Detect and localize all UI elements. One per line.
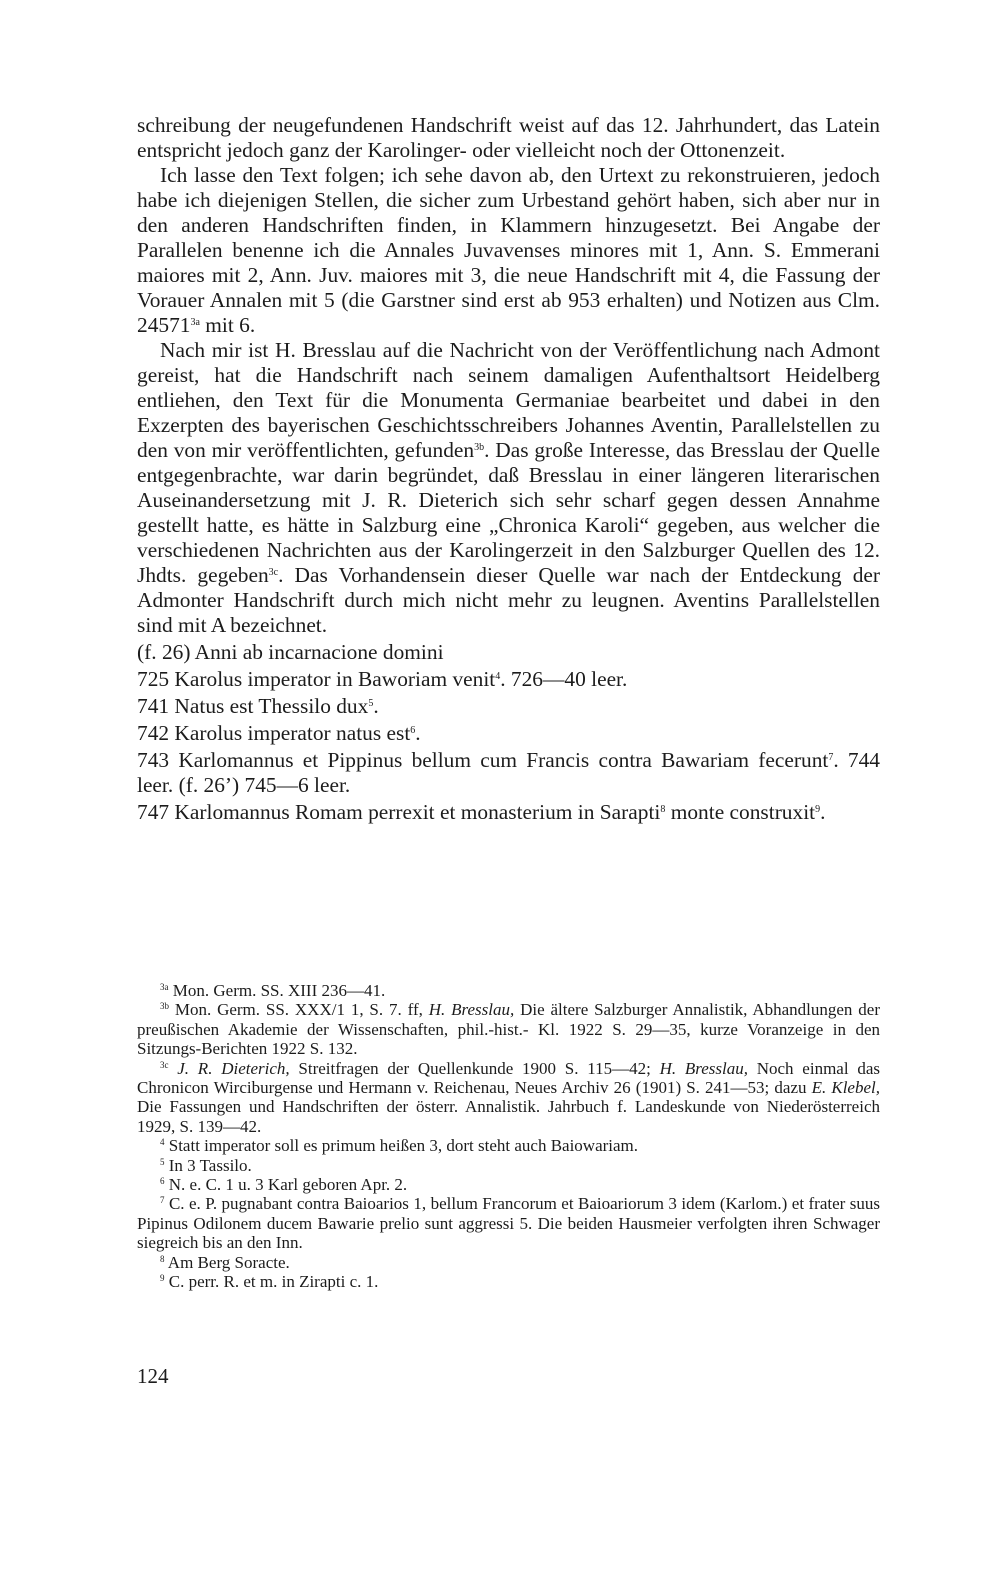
footnote-8 — [137, 1253, 880, 1272]
annal-entry-742 — [137, 721, 880, 746]
footnote-text: Die Fassungen und Handschriften der österr. Annalistik. Jahrbuch f. Landeskunde von Niederösterreich 1929, S. 139—42. — [137, 1097, 880, 1136]
paragraph-3-text-b: . Das große Interesse, das Bresslau der Quelle entgegenbrachte, war darin begründet, daß Bresslau in einer längeren literarischen Auseinandersetzung mit J. R. Dieterich sich sehr scharf gegen dessen Annahme gestellt hatte, es hätte in Salzburg eine „Chronica Karoli“ gegeben, aus welcher die verschiedenen Nachrichten aus der Karolingerzeit in den Salzburger Quellen des 12. Jhdts. gegeben — [137, 438, 880, 587]
footnote-ref-3a: 3a — [190, 317, 200, 328]
footnote-text: Mon. Germ. SS. XXX/1 1, S. 7. ff, — [169, 1000, 429, 1020]
footnote-text: Mon. Germ. SS. XIII 236—41. — [168, 981, 386, 1000]
body-text — [137, 113, 880, 825]
footnote-text: Die ältere Salzburger Annalistik, Abhandlungen der preußischen Akademie der Wissenschaften, phil.-hist.- Kl. 1922 S. 29—35, kurze Voranzeige in den Sitzungs-Berichten 1922 S. 132. — [137, 1000, 880, 1059]
footnote-ref-7: 7 — [828, 752, 834, 763]
footnote-6 — [137, 1175, 880, 1194]
footnote-text: C. perr. R. et m. in Zirapti c. 1. — [164, 1272, 379, 1292]
annal-entry-743 — [137, 748, 880, 798]
annal-entry-text: 725 Karolus imperator in Baworiam venit — [137, 667, 496, 691]
footnote-text: In 3 Tassilo. — [164, 1155, 252, 1175]
paragraph-3-text-a: Nach mir ist H. Bresslau auf die Nachricht von der Veröffentlichung nach Admont gereist, hat die Handschrift nach seinem damaligen Aufenthaltsort Heidelberg entliehen, den Text für die Monumenta Germaniae bearbeitet und dabei in den Exzerpten des bayerischen Geschichtsschreibers Johannes Aventin, Parallelstellen zu den von mir veröffentlichten, gefunden — [137, 338, 880, 462]
annal-entry-text: 747 Karlomannus Romam perrexit et monasterium in Sarapti — [137, 800, 661, 824]
annal-entry-747 — [137, 800, 880, 825]
annal-entry-text: 742 Karolus imperator natus est — [137, 721, 411, 745]
paragraph-2-tail: mit 6. — [199, 313, 256, 337]
annal-entry-text: (f. 26) Anni ab incarnacione domini — [137, 640, 444, 664]
annal-entry-tail: . — [415, 721, 421, 745]
annal-entry-tail: . — [820, 800, 826, 824]
footnote-author: H. Bresslau, — [659, 1058, 748, 1078]
footnote-ref-4: 4 — [495, 671, 501, 682]
footnote-text: N. e. C. 1 u. 3 Karl geboren Apr. 2. — [164, 1175, 408, 1195]
footnote-9 — [137, 1272, 880, 1291]
footnote-5 — [137, 1156, 880, 1175]
annal-entry-tail: . 744 leer. (f. 26’) 745—6 leer. — [137, 748, 881, 797]
annal-entry-tail: . — [373, 694, 379, 718]
footnote-3c — [137, 1059, 880, 1137]
footnote-text: Streitfragen der Quellenkunde 1900 S. 115—42; — [289, 1058, 660, 1078]
footnote-mark: 7 — [160, 1195, 165, 1206]
paragraph-3 — [137, 338, 880, 638]
footnote-ref-9: 9 — [815, 804, 821, 815]
footnote-mark: 5 — [160, 1156, 165, 1167]
footnote-text: Noch einmal das Chronicon Wirciburgense und Hermann v. Reichenau, Neues Archiv 26 (1901) S. 241—53; dazu — [137, 1058, 880, 1098]
footnote-mark: 4 — [160, 1137, 165, 1148]
annal-entry-725 — [137, 667, 880, 692]
footnote-text: Statt imperator soll es primum heißen 3, dort steht auch Baiowariam. — [164, 1136, 639, 1156]
annal-entry-tail: monte construxit — [665, 800, 816, 824]
footnote-author: H. Bresslau, — [428, 1000, 515, 1020]
annal-entry-text: 743 Karlomannus et Pippinus bellum cum Francis contra Bawariam fecerunt — [137, 748, 829, 772]
footnote-ref-6: 6 — [410, 725, 416, 736]
footnote-ref-3c: 3c — [268, 567, 279, 578]
footnote-text: C. e. P. pugnabant contra Baioarios 1, bellum Francorum et Baioariorum 3 idem (Karlom.) et frater suus Pipinus Odilonem ducem Bawarie prelio sunt aggressi 5. Die beiden Hausmeier verfolgten ihren Schwager siegreich bis an den Inn. — [137, 1194, 880, 1253]
footnote-mark: 8 — [160, 1253, 165, 1264]
footnote-mark: 9 — [160, 1273, 165, 1284]
annal-entry-text: 741 Natus est Thessilo dux — [137, 694, 369, 718]
annal-entry-tail: . 726—40 leer. — [500, 667, 628, 691]
paragraph-3-text-c: . Das Vorhandensein dieser Quelle war nach der Entdeckung der Admonter Handschrift durch mich nicht mehr zu leugnen. Aventins Parallelstellen sind mit A bezeichnet. — [137, 563, 881, 637]
footnote-7 — [137, 1194, 880, 1252]
footnote-mark: 3a — [160, 982, 169, 992]
footnote-author: J. R. Dieterich, — [168, 1058, 290, 1078]
footnote-author: E. Klebel, — [811, 1078, 880, 1098]
footnote-mark: 3b — [160, 1001, 169, 1012]
paragraph-1: schreibung der neugefundenen Handschrift weist auf das 12. Jahrhundert, das Latein entspricht jedoch ganz der Karolinger- oder vielleicht noch der Ottonenzeit. — [137, 113, 880, 162]
footnote-3b — [137, 1000, 880, 1058]
annal-entry-header — [137, 640, 880, 665]
footnote-text: Am Berg Soracte. — [164, 1252, 290, 1272]
footnote-ref-3b: 3b — [474, 442, 485, 453]
annal-entry-741 — [137, 694, 880, 719]
paragraph-2 — [137, 163, 880, 338]
footnotes — [137, 981, 880, 1292]
footnote-3a — [137, 981, 880, 1000]
page-number: 124 — [137, 1364, 169, 1388]
footnote-ref-8: 8 — [660, 804, 666, 815]
footnote-4 — [137, 1136, 880, 1155]
footnote-mark: 6 — [160, 1176, 165, 1187]
footnote-ref-5: 5 — [368, 698, 374, 709]
footnote-mark: 3c — [160, 1059, 169, 1070]
paragraph-2-text: Ich lasse den Text folgen; ich sehe davon ab, den Urtext zu rekonstruieren, jedoch habe ich diejenigen Stellen, die sicher zum Urbestand gehört haben, sich aber nur in den anderen Handschriften finden, in Klammern hinzugesetzt. Bei Angabe der Parallelen benenne ich die Annales Juvavenses minores mit 1, Ann. S. Emmerani maiores mit 2, Ann. Juv. maiores mit 3, die neue Handschrift mit 4, die Fassung der Vorauer Annalen mit 5 (die Garstner sind erst ab 953 erhalten) und Notizen aus Clm. 24571 — [137, 163, 880, 337]
